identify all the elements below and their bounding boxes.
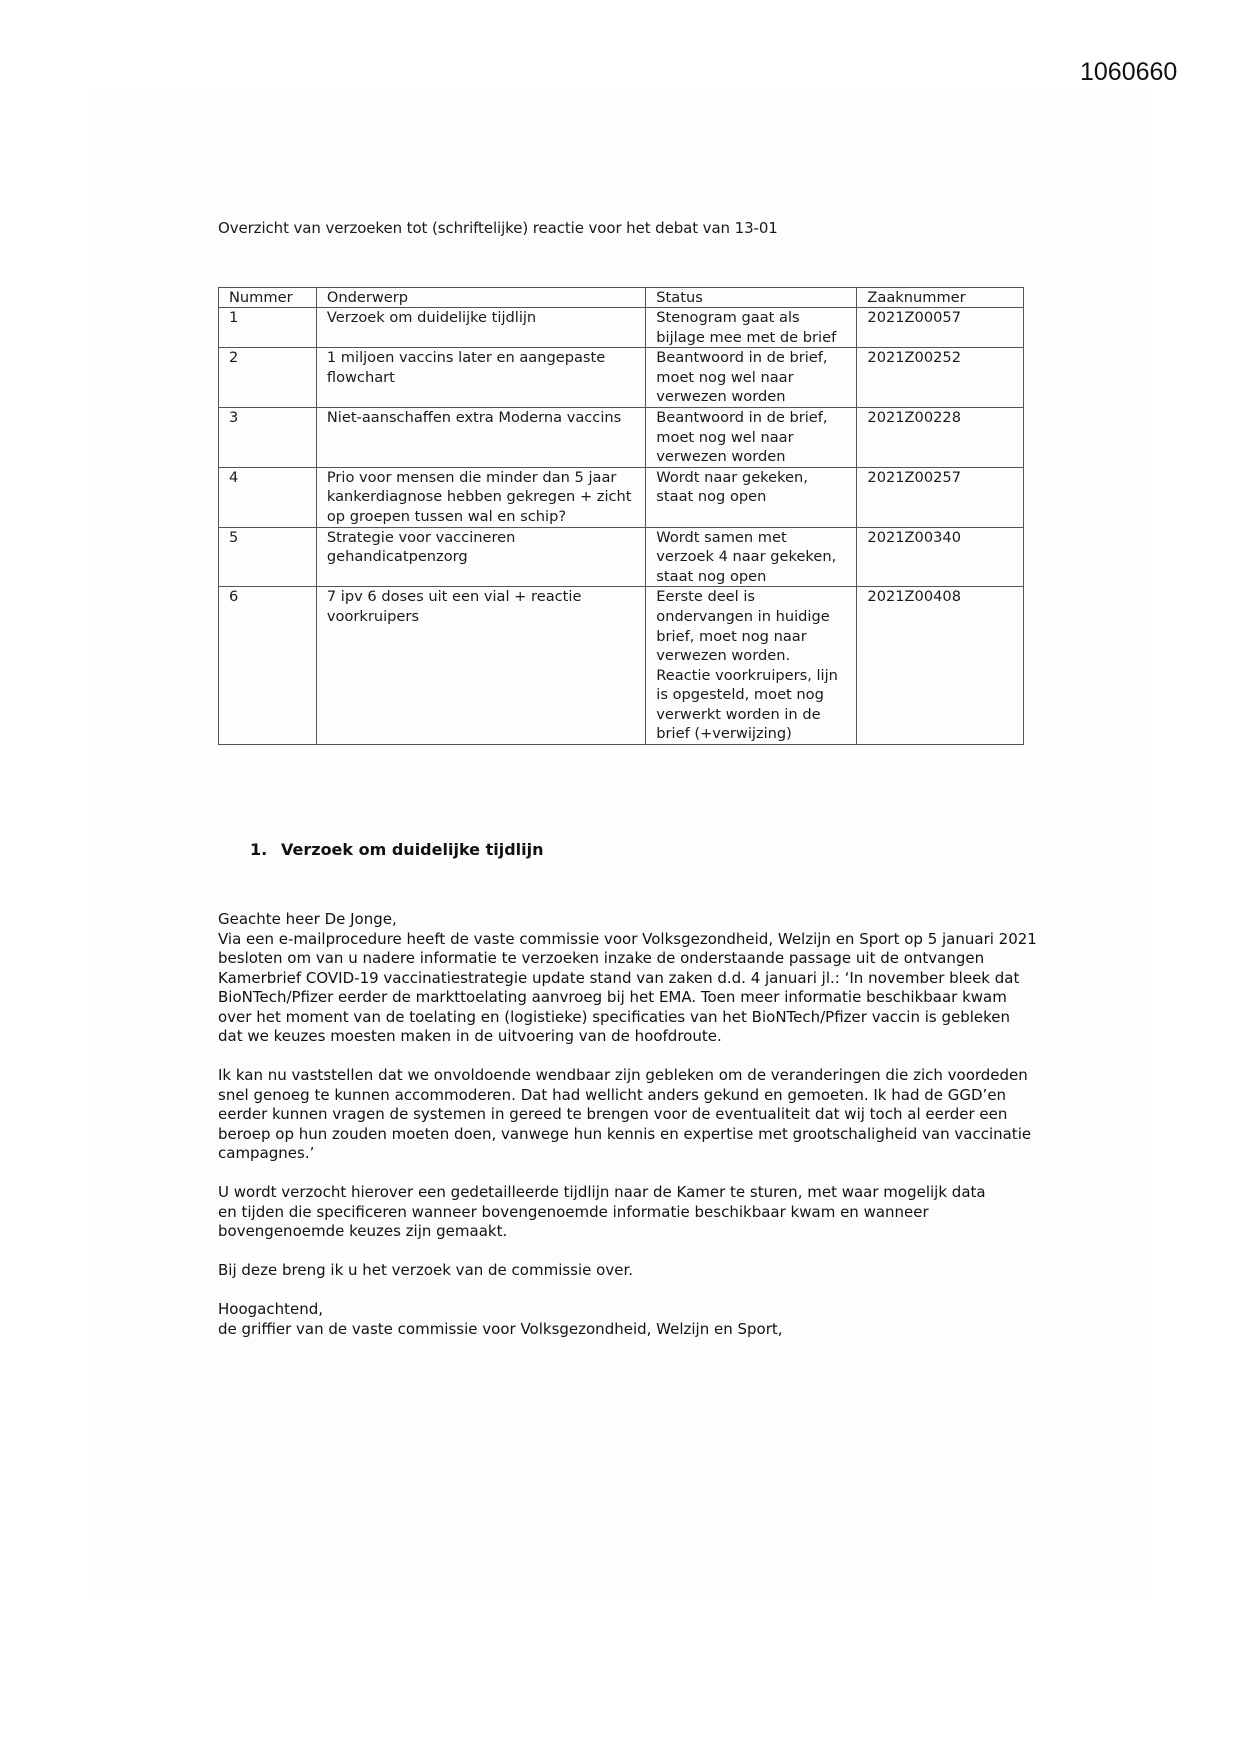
table-header-row: [219, 288, 1024, 308]
cell-status: Eerste deel is ondervangen in huidige brief, moet nog naar verwezen worden. Reactie voorkruipers, lijn is opgesteld, moet nog verwerkt worden in de brief (+verwijzing): [646, 587, 857, 745]
letter-paragraph-line: en tijden die specificeren wanneer bovengenoemde informatie beschikbaar kwam en wanneer bovengenoemde keuzes zijn gemaakt.: [218, 1202, 929, 1240]
letter-paragraph: Ik kan nu vaststellen dat we onvoldoende wendbaar zijn gebleken om de veranderingen die zich voordeden snel genoeg te kunnen accommoderen. Dat had wellicht anders gekund en gemoeten. Ik had de GGD’en eerder kunnen vragen de systemen in gereed te brengen voor de eventualiteit dat wij toch al eerder een beroep op hun zouden moeten doen, vanwege hun kennis en expertise met grootschaligheid van vaccinatie campagnes.’: [218, 1066, 1032, 1162]
cell-zaaknummer: 2021Z00408: [857, 587, 1024, 745]
column-header-status: Status: [646, 288, 857, 308]
column-header-nummer: Nummer: [219, 288, 317, 308]
cell-onderwerp: Verzoek om duidelijke tijdlijn: [316, 308, 645, 348]
page-title: Overzicht van verzoeken tot (schriftelijke) reactie voor het debat van 13-01: [218, 219, 778, 237]
table-row: [219, 587, 1024, 745]
closing: Hoogachtend,: [218, 1300, 324, 1318]
column-header-zaaknummer: Zaaknummer: [857, 288, 1024, 308]
letter-body: [218, 910, 1038, 1339]
table-row: [219, 348, 1024, 408]
cell-status: Beantwoord in de brief, moet nog wel naar verwezen worden: [646, 348, 857, 408]
requests-table: [218, 287, 1024, 745]
column-header-onderwerp: Onderwerp: [316, 288, 645, 308]
cell-onderwerp: 7 ipv 6 doses uit een vial + reactie voorkruipers: [316, 587, 645, 745]
section-title: Verzoek om duidelijke tijdlijn: [281, 840, 544, 859]
cell-nummer: 6: [219, 587, 317, 745]
cell-onderwerp: Prio voor mensen die minder dan 5 jaar kankerdiagnose hebben gekregen + zicht op groepen tussen wal en schip?: [316, 467, 645, 527]
letter-paragraph-line: U wordt verzocht hierover een gedetailleerde tijdlijn naar de Kamer te sturen, met waar mogelijk data: [218, 1183, 986, 1201]
cell-nummer: 1: [219, 308, 317, 348]
cell-zaaknummer: 2021Z00340: [857, 527, 1024, 587]
cell-nummer: 3: [219, 407, 317, 467]
cell-nummer: 2: [219, 348, 317, 408]
table-row: [219, 407, 1024, 467]
cell-onderwerp: Strategie voor vaccineren gehandicatpenzorg: [316, 527, 645, 587]
letter-paragraph: Via een e-mailprocedure heeft de vaste commissie voor Volksgezondheid, Welzijn en Sport op 5 januari 2021 besloten om van u nadere informatie te verzoeken inzake de onderstaande passage uit de ontvangen Kamerbrief COVID-19 vaccinatiestrategie update stand van zaken d.d. 4 januari jl.: ‘In november bleek dat BioNTech/Pfizer eerder de markttoelating aanvroeg bij het EMA. Toen meer informatie beschikbaar kwam over het moment van de toelating en (logistieke) specificaties van het BioNTech/Pfizer vaccin is gebleken dat we keuzes moesten maken in de uitvoering van de hoofdroute.: [218, 929, 1037, 1045]
cell-status: Wordt samen met verzoek 4 naar gekeken, staat nog open: [646, 527, 857, 587]
table-row: [219, 308, 1024, 348]
cell-status: Beantwoord in de brief, moet nog wel naar verwezen worden: [646, 407, 857, 467]
cell-status: Wordt naar gekeken, staat nog open: [646, 467, 857, 527]
table-row: [219, 527, 1024, 587]
signature: de griffier van de vaste commissie voor Volksgezondheid, Welzijn en Sport,: [218, 1319, 783, 1338]
cell-zaaknummer: 2021Z00257: [857, 467, 1024, 527]
cell-zaaknummer: 2021Z00228: [857, 407, 1024, 467]
cell-onderwerp: Niet-aanschaffen extra Moderna vaccins: [316, 407, 645, 467]
cell-zaaknummer: 2021Z00252: [857, 348, 1024, 408]
section-number: 1.: [250, 840, 268, 859]
table-row: [219, 467, 1024, 527]
cell-zaaknummer: 2021Z00057: [857, 308, 1024, 348]
cell-status: Stenogram gaat als bijlage mee met de brief: [646, 308, 857, 348]
letter-paragraph: Bij deze breng ik u het verzoek van de commissie over.: [218, 1261, 633, 1279]
cell-nummer: 4: [219, 467, 317, 527]
cell-nummer: 5: [219, 527, 317, 587]
salutation: Geachte heer De Jonge,: [218, 910, 397, 928]
cell-onderwerp: 1 miljoen vaccins later en aangepaste flowchart: [316, 348, 645, 408]
letter-paragraph: [218, 1183, 1038, 1242]
document-id: 1060660: [1080, 58, 1178, 86]
section-heading: [250, 840, 543, 859]
